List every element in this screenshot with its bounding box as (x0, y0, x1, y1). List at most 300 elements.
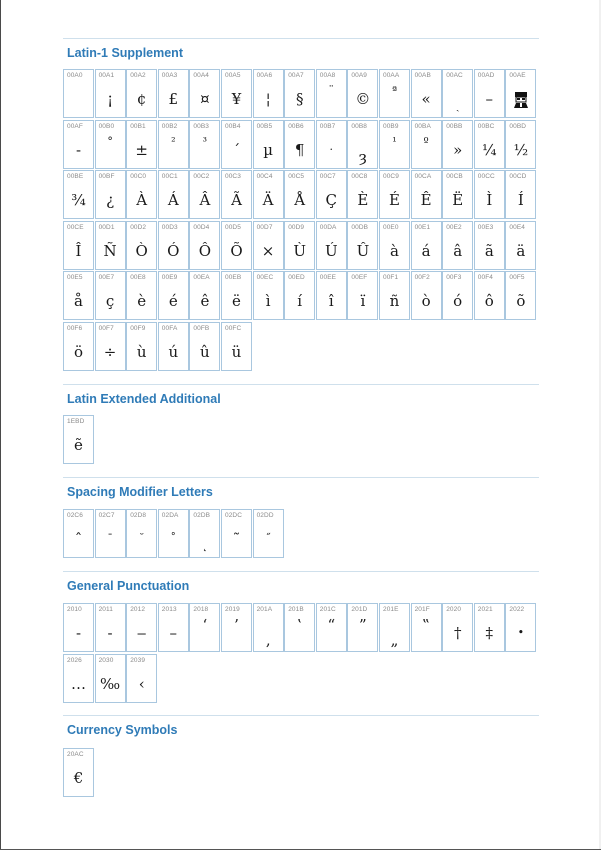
glyph-sample: § (295, 90, 304, 108)
page-edge (0, 0, 1, 850)
glyph-cell (316, 170, 347, 219)
glyph-codepoint: 20AC (67, 751, 84, 758)
glyph-codepoint: 00F9 (130, 325, 146, 332)
glyph-sample: ö (73, 343, 84, 361)
glyph-cell (221, 221, 252, 270)
glyph-cell (379, 69, 410, 118)
glyph-codepoint: 00B3 (193, 122, 209, 130)
glyph-cell (474, 170, 505, 219)
glyph-sample: ¶ (294, 140, 305, 159)
section-divider (63, 38, 539, 39)
glyph-sample: × (261, 241, 275, 260)
glyph-cell (126, 509, 157, 558)
glyph-codepoint: 00C3 (225, 173, 241, 181)
glyph-codepoint: 00EB (225, 274, 242, 282)
glyph-codepoint: 00A9 (351, 72, 367, 79)
section-divider (63, 477, 539, 478)
glyph-codepoint: 00C7 (319, 173, 336, 181)
glyph-cell (284, 271, 315, 320)
glyph-cell (411, 69, 442, 118)
glyph-codepoint: 00C2 (193, 173, 210, 181)
glyph-codepoint: 00BD (509, 122, 527, 130)
glyph-codepoint: 00B4 (225, 122, 241, 130)
glyph-sample: Ä (262, 191, 274, 210)
glyph-cell (95, 509, 126, 558)
glyph-cell (411, 221, 442, 270)
glyph-sample: … (71, 674, 86, 693)
section-general-punctuation (63, 571, 539, 693)
glyph-cell (63, 748, 94, 797)
glyph-sample: ’ (234, 616, 239, 634)
glyph-codepoint: 2012 (130, 606, 146, 613)
glyph-cell (126, 69, 157, 118)
glyph-cell (253, 603, 284, 652)
glyph-sample: ² (171, 134, 176, 148)
glyph-cell (95, 271, 126, 320)
glyph-sample: † (453, 624, 462, 642)
glyph-codepoint: 02C7 (98, 512, 115, 519)
glyph-sample: ‒ (136, 624, 147, 642)
glyph-cell (347, 603, 378, 652)
section-latin-extended (63, 384, 539, 454)
glyph-cell (379, 120, 410, 169)
glyph-codepoint: 00AD (477, 72, 495, 79)
glyph-cell (63, 221, 94, 270)
glyph-sample: ù (136, 343, 147, 361)
glyph-sample: º (423, 134, 429, 148)
glyph-cell (63, 415, 94, 464)
section-title: General Punctuation (67, 579, 190, 593)
glyph-cell (442, 69, 473, 118)
section-divider (63, 715, 539, 716)
glyph-sample: é (168, 292, 178, 311)
glyph-cell (221, 120, 252, 169)
glyph-sample: ¢ (136, 90, 147, 108)
glyph-sample: ‛ (297, 616, 303, 634)
glyph-codepoint: 00BE (67, 173, 84, 181)
glyph-cell (379, 603, 410, 652)
glyph-cell (63, 170, 94, 219)
glyph-cell (411, 120, 442, 169)
glyph-codepoint: 00E3 (477, 223, 494, 231)
glyph-cell (221, 69, 252, 118)
glyph-cell (63, 509, 94, 558)
glyph-sample: ẽ (74, 436, 83, 454)
section-latin1 (63, 38, 539, 361)
glyph-cell (284, 603, 315, 652)
glyph-cell (95, 654, 126, 703)
glyph-sample: õ (516, 292, 526, 311)
glyph-cell (347, 271, 378, 320)
glyph-sample: ȝ (358, 147, 367, 166)
glyph-codepoint: 00DA (319, 223, 337, 231)
glyph-cell (189, 170, 220, 219)
glyph-cell (158, 69, 189, 118)
glyph-cell (347, 221, 378, 270)
glyph-codepoint: 00A7 (288, 72, 304, 79)
glyph-cell (253, 170, 284, 219)
glyph-sample: ‑ (107, 624, 113, 642)
glyph-sample: £ (168, 90, 179, 108)
glyph-codepoint: 00CD (509, 173, 527, 181)
glyph-sample: Ó (167, 241, 180, 260)
glyph-codepoint: 00AA (383, 72, 400, 79)
glyph-sample: “ (327, 616, 336, 634)
glyph-sample: ˊ (232, 140, 241, 159)
glyph-cell (253, 221, 284, 270)
glyph-cell (316, 69, 347, 118)
glyph-sample: ñ (389, 292, 400, 311)
glyph-cell (474, 120, 505, 169)
glyph-codepoint: 00C0 (130, 173, 147, 181)
glyph-sample: ú (168, 343, 179, 361)
glyph-codepoint: 2039 (130, 656, 146, 664)
glyph-cell (63, 322, 94, 371)
glyph-cell (284, 170, 315, 219)
glyph-sample: Á (167, 191, 179, 210)
glyph-sample: ¤ (200, 90, 210, 108)
glyph-sample: â (453, 241, 463, 260)
section-divider (63, 384, 539, 385)
glyph-sample: « (421, 90, 431, 108)
glyph-codepoint: 00EE (319, 274, 337, 282)
glyph-codepoint: 00E9 (161, 274, 178, 282)
glyph-sample: ª (391, 84, 398, 97)
glyph-sample: ˘ (138, 532, 145, 545)
glyph-sample: Å (294, 191, 306, 210)
glyph-sample: ã (484, 241, 494, 260)
glyph-codepoint: 00A2 (130, 72, 146, 79)
glyph-sample: Ã (231, 191, 242, 210)
glyph-codepoint: 2020 (446, 606, 462, 613)
glyph-cell (63, 654, 94, 703)
glyph-codepoint: 201C (319, 606, 336, 613)
glyph-cell (505, 170, 536, 219)
glyph-sample: € (73, 769, 84, 787)
glyph-cell (347, 69, 378, 118)
glyph-sample: É (389, 191, 400, 210)
glyph-codepoint: 00CB (446, 173, 463, 181)
glyph-sample: ¥ (231, 90, 242, 108)
glyph-sample: ü (231, 343, 242, 361)
glyph-codepoint: 00CE (67, 223, 84, 231)
glyph-cell (63, 69, 94, 118)
glyph-sample: ä (516, 241, 526, 260)
glyph-cell (95, 69, 126, 118)
glyph-sample: „ (390, 631, 399, 649)
glyph-cell (379, 271, 410, 320)
glyph-cell (189, 322, 220, 371)
glyph-cell (126, 120, 157, 169)
glyph-codepoint: 00D9 (288, 223, 305, 231)
glyph-sample: ò (421, 292, 431, 311)
glyph-cell (126, 322, 157, 371)
glyph-codepoint: 00E2 (446, 223, 462, 231)
glyph-cell (189, 120, 220, 169)
glyph-codepoint: 00D1 (98, 223, 115, 231)
glyph-sample: ô (484, 292, 494, 311)
section-currency-symbols (63, 715, 539, 787)
glyph-cell (221, 509, 252, 558)
glyph-sample: Õ (230, 241, 243, 260)
glyph-codepoint: 00B1 (130, 122, 146, 130)
glyph-sample: ˆ (74, 530, 83, 548)
glyph-codepoint: 00BC (477, 122, 495, 130)
glyph-cell (63, 271, 94, 320)
glyph-codepoint: 00A6 (256, 72, 273, 79)
glyph-cell (505, 69, 536, 118)
glyph-codepoint: 00CA (414, 173, 432, 181)
glyph-sample: ° (107, 134, 113, 148)
glyph-cell (442, 120, 473, 169)
glyph-codepoint: 00AB (414, 72, 431, 79)
glyph-sample: î (328, 292, 334, 311)
glyph-sample: Ç (325, 191, 338, 210)
glyph-codepoint: 00FB (193, 325, 210, 332)
glyph-codepoint: 00D2 (130, 223, 147, 231)
glyph-sample: ‡ (485, 624, 494, 642)
glyph-codepoint: 00E8 (130, 274, 146, 282)
portrait-icon (506, 87, 535, 111)
glyph-codepoint: 02DC (225, 512, 243, 519)
glyph-codepoint: 00BA (414, 122, 431, 130)
glyph-sample: ó (453, 292, 463, 311)
section-spacing-modifiers (63, 477, 539, 552)
glyph-sample: à (390, 241, 399, 260)
glyph-sample: ³ (202, 134, 208, 148)
glyph-cell (474, 603, 505, 652)
glyph-sample: © (355, 90, 371, 108)
glyph-cell (95, 120, 126, 169)
glyph-cell (505, 603, 536, 652)
glyph-sample: Ú (324, 241, 338, 260)
glyph-codepoint: 00AE (509, 72, 526, 79)
glyph-cell (253, 69, 284, 118)
glyph-cell (158, 170, 189, 219)
glyph-cell (505, 221, 536, 270)
glyph-codepoint: 2021 (477, 606, 493, 613)
glyph-sample: ¡ (107, 90, 114, 108)
glyph-cell (316, 221, 347, 270)
glyph-sample: Û (356, 241, 370, 260)
glyph-sample: ¹ (392, 134, 397, 148)
glyph-sample: ” (359, 616, 367, 634)
glyph-cell (126, 170, 157, 219)
glyph-sample: ì (265, 292, 271, 311)
glyph-cell (126, 603, 157, 652)
glyph-codepoint: 00B9 (383, 122, 399, 130)
glyph-sample: ˉ (107, 532, 113, 545)
section-title: Spacing Modifier Letters (67, 485, 213, 499)
glyph-cell (411, 170, 442, 219)
glyph-codepoint: 00B5 (256, 122, 273, 130)
glyph-cell (474, 271, 505, 320)
glyph-sample: ˜ (232, 530, 241, 548)
glyph-codepoint: 00F4 (477, 274, 494, 282)
glyph-cell (126, 221, 157, 270)
glyph-sample: · (329, 142, 334, 156)
glyph-sample: ‹ (138, 674, 145, 693)
glyph-sample: á (421, 241, 431, 260)
glyph-codepoint: 00B7 (319, 122, 336, 130)
glyph-sample: » (453, 140, 463, 159)
glyph-codepoint: 00F5 (509, 274, 525, 282)
glyph-codepoint: 2022 (509, 606, 525, 613)
section-title: Currency Symbols (67, 723, 178, 737)
glyph-codepoint: 00A1 (98, 72, 115, 79)
glyph-cell (442, 170, 473, 219)
glyph-codepoint: 00EA (193, 274, 210, 282)
glyph-cell (158, 603, 189, 652)
glyph-codepoint: 00D3 (161, 223, 178, 231)
glyph-cell (253, 271, 284, 320)
glyph-codepoint: 00F3 (446, 274, 462, 282)
glyph-cell (189, 603, 220, 652)
glyph-codepoint: 00F1 (383, 274, 399, 282)
glyph-cell (221, 271, 252, 320)
glyph-cell (126, 654, 157, 703)
glyph-codepoint: 00A5 (225, 72, 241, 79)
glyph-codepoint: 00D4 (193, 223, 210, 231)
glyph-codepoint: 1EBD (67, 418, 85, 425)
glyph-cell (189, 221, 220, 270)
glyph-codepoint: 00D7 (256, 223, 273, 231)
glyph-codepoint: 00A3 (161, 72, 178, 79)
glyph-sample: ˝ (265, 532, 271, 545)
glyph-codepoint: 00C8 (351, 173, 368, 181)
glyph-sample: • (517, 626, 525, 639)
glyph-cell (189, 271, 220, 320)
glyph-sample: Ê (420, 191, 432, 210)
glyph-sample: - (75, 140, 82, 159)
glyph-cell (189, 509, 220, 558)
glyph-sample: ‐ (75, 624, 82, 642)
glyph-codepoint: 00A0 (67, 72, 83, 79)
glyph-cell (63, 120, 94, 169)
glyph-codepoint: 2010 (67, 606, 82, 613)
glyph-codepoint: 00C9 (383, 173, 399, 181)
glyph-sample: è (137, 292, 147, 311)
glyph-cell (379, 170, 410, 219)
glyph-codepoint: 00E0 (383, 223, 399, 231)
glyph-cell (126, 271, 157, 320)
glyph-sample: û (200, 343, 210, 361)
glyph-codepoint: 00E5 (67, 274, 83, 282)
glyph-cell (95, 603, 126, 652)
glyph-sample: ê (200, 292, 210, 311)
glyph-codepoint: 02DA (161, 512, 179, 519)
glyph-codepoint: 00A8 (319, 72, 336, 79)
glyph-cell (95, 170, 126, 219)
glyph-cell (284, 69, 315, 118)
glyph-cell (221, 170, 252, 219)
glyph-codepoint: 201D (351, 606, 368, 613)
glyph-cell (474, 69, 505, 118)
glyph-cell (505, 120, 536, 169)
glyph-cell (505, 271, 536, 320)
glyph-cell (253, 120, 284, 169)
glyph-cell (253, 509, 284, 558)
glyph-cell (411, 271, 442, 320)
glyph-sample: ¿ (106, 191, 115, 210)
glyph-cell (379, 221, 410, 270)
glyph-sample: ¨ (328, 84, 335, 97)
section-title: Latin-1 Supplement (67, 46, 183, 60)
glyph-sample: Ì (486, 191, 493, 210)
glyph-sample: ˛ (202, 539, 208, 552)
glyph-codepoint: 00C4 (256, 173, 273, 181)
glyph-sample: Ò (135, 241, 148, 260)
glyph-codepoint: 2018 (193, 606, 209, 613)
glyph-cell (474, 221, 505, 270)
glyph-codepoint: 00EC (256, 274, 274, 282)
glyph-codepoint: 2011 (98, 606, 113, 613)
glyph-sample: È (357, 191, 369, 210)
glyph-cell (221, 322, 252, 371)
glyph-codepoint: 201F (414, 606, 430, 613)
glyph-cell (95, 322, 126, 371)
glyph-cell (158, 221, 189, 270)
glyph-cell (158, 120, 189, 169)
glyph-cell (221, 603, 252, 652)
glyph-cell (347, 170, 378, 219)
glyph-sample: ˚ (170, 532, 177, 545)
glyph-codepoint: 00F7 (98, 325, 114, 332)
glyph-codepoint: 00FA (161, 325, 178, 332)
glyph-codepoint: 00BB (446, 122, 463, 130)
glyph-codepoint: 00AF (67, 122, 83, 130)
glyph-codepoint: 02C6 (67, 512, 83, 519)
glyph-codepoint: 00B6 (288, 122, 304, 130)
glyph-cell (347, 120, 378, 169)
glyph-sample: í (297, 292, 303, 311)
glyph-codepoint: 02DB (193, 512, 211, 519)
glyph-sample: Ñ (103, 241, 117, 260)
glyph-sample: ˎ (455, 99, 460, 112)
glyph-codepoint: 00B8 (351, 122, 367, 130)
glyph-codepoint: 00DB (351, 223, 369, 231)
glyph-sample: ‟ (422, 616, 430, 634)
glyph-cell (158, 271, 189, 320)
glyph-sample: Ô (198, 241, 212, 260)
glyph-sample: Ù (293, 241, 307, 260)
glyph-codepoint: 2019 (225, 606, 240, 613)
glyph-codepoint: 201B (288, 606, 304, 613)
glyph-codepoint: 02DD (256, 512, 274, 519)
glyph-codepoint: 02D8 (130, 512, 147, 519)
glyph-codepoint: 00B0 (98, 122, 115, 130)
glyph-codepoint: 00C5 (288, 173, 305, 181)
glyph-codepoint: 00E1 (414, 223, 431, 231)
glyph-codepoint: 00E7 (98, 274, 115, 282)
glyph-codepoint: 00EF (351, 274, 368, 282)
glyph-sample: Â (199, 191, 211, 210)
glyph-sample: ½ (513, 140, 529, 159)
glyph-codepoint: 00E4 (509, 223, 525, 231)
glyph-cell (284, 120, 315, 169)
glyph-cell (284, 221, 315, 270)
glyph-sample: – (485, 90, 494, 108)
glyph-codepoint: 00ED (288, 274, 305, 282)
glyph-sample: å (74, 292, 83, 311)
glyph-sample: À (136, 191, 148, 210)
glyph-cell (63, 603, 94, 652)
glyph-cell (442, 603, 473, 652)
glyph-sample: ± (135, 140, 148, 159)
glyph-cell (411, 603, 442, 652)
glyph-codepoint: 00F6 (67, 325, 83, 332)
glyph-cell (316, 271, 347, 320)
